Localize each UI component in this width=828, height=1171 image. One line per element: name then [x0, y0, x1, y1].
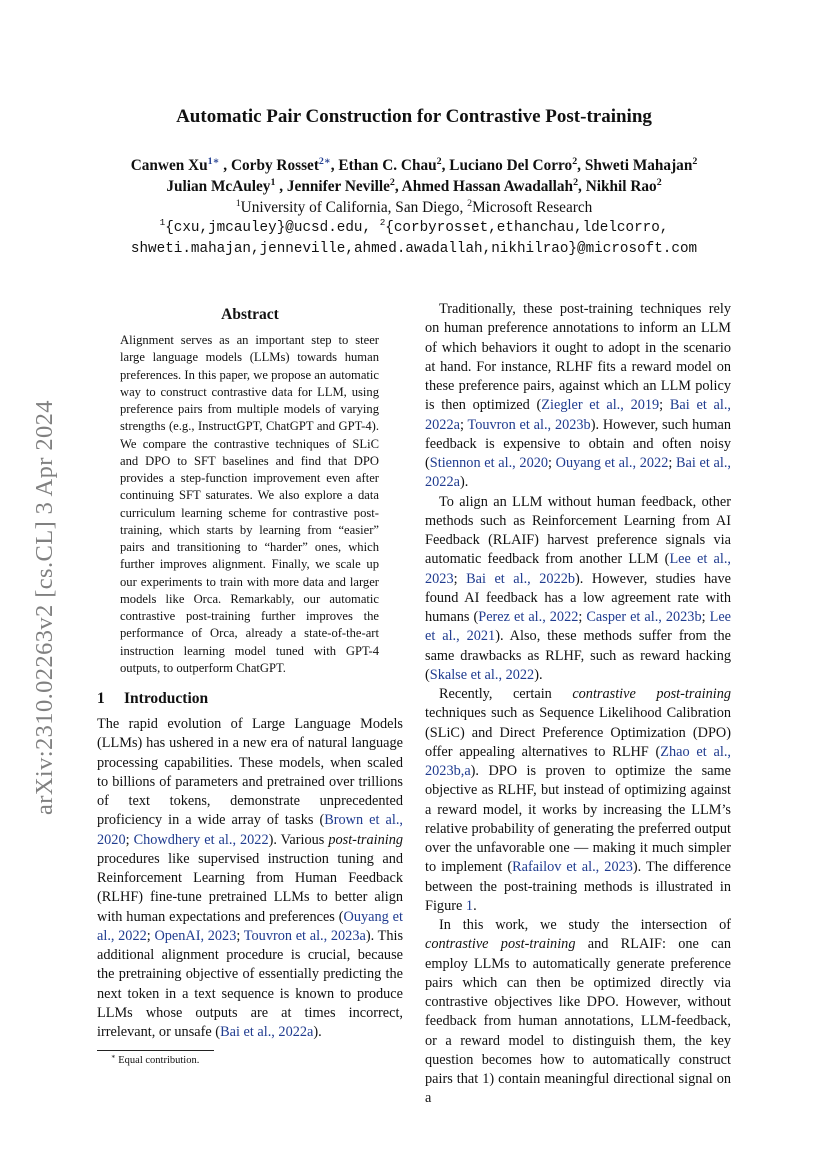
- author-affil-mark: 2: [572, 155, 578, 167]
- citation-link[interactable]: Brown et al., 2020: [97, 812, 404, 848]
- author-name: Canwen Xu: [130, 157, 208, 174]
- author-affil-mark: 2: [692, 155, 698, 167]
- section-number: 1: [97, 690, 105, 707]
- author-affil-mark: 2∗: [318, 155, 331, 167]
- affiliations: [60, 197, 768, 218]
- intro-paragraph-1: The rapid evolution of Large Language Models (LLMs) has ushered in a new era of natural language processing capabilities. These models, when scaled to billions of parameters and pretrained over trillions of text tokens, demonstrate unprecedented proficiency in a wide array of tasks (Brown et al., 2020; Chowdhery et al., 2022). Various post-training procedures like supervised instruction tuning and Reinforcement Learning from Human Feedback (RLHF) fine-tune pretrained LLMs to better align with human expectations and preferences (Ouyang et al., 2022; OpenAI, 2023; Touvron et al., 2023a). This additional alignment procedure is crucial, because the pretraining objective of essentially predicting the next token in a text sequence is known to produce LLMs whose outputs are at times incorrect, irrelevant, or unsafe (Bai et al., 2022a).: [97, 716, 404, 1040]
- citation-link[interactable]: Chowdhery et al., 2022: [133, 831, 269, 848]
- emphasis-term: post-training: [328, 831, 404, 848]
- affiliation-1: University of California, San Diego,: [240, 199, 468, 216]
- citation-link[interactable]: Zhao et al., 2023b,a: [425, 743, 731, 779]
- citation-link[interactable]: Bai et al., 2022a: [220, 1024, 314, 1040]
- intro-paragraph-5: In this work, we study the intersection of contrastive post-training and RLAIF: one can employ LLMs to automatically generate preference pairs which can then be optimized directly via contrastive objectives like DPO. However, without feedback from human annotations, LLM-feedback, or a reward model to distinguish them, the key question becomes how to automatically construct pairs that 1) contain meaningful directional signal on a: [425, 917, 731, 1107]
- author-block: [60, 155, 768, 260]
- author-name: Julian McAuley: [166, 178, 271, 195]
- author-name: Corby Rosset: [230, 157, 319, 174]
- citation-link[interactable]: Touvron et al., 2023a: [243, 927, 366, 944]
- author-affil-mark: 1: [270, 176, 276, 188]
- author-affil-mark: 2: [573, 176, 579, 188]
- footnote-text: Equal contribution.: [118, 1055, 200, 1067]
- author-name: Luciano Del Corro: [449, 157, 573, 174]
- paper-title: Automatic Pair Construction for Contrastive Post-training: [176, 106, 652, 127]
- citation-link[interactable]: Casper et al., 2023b: [586, 609, 702, 625]
- citation-link[interactable]: Rafailov et al., 2023: [512, 859, 633, 876]
- author-name: Ethan C. Chau: [338, 157, 437, 174]
- author-line-1: Canwen $Xu^{1∗}$ , Corby Rosset$^{2∗}$, Ethan C. Chau$^2$, Luciano Del Corro$^2$, Shweti Mahajan$^2$: [130, 155, 698, 174]
- affiliation-2: Microsoft Research: [472, 199, 593, 216]
- citation-link[interactable]: Lee et al., 2021: [425, 609, 732, 645]
- author-affil-mark: 2: [436, 155, 442, 167]
- email-line-1: [60, 218, 768, 239]
- abstract-text: Alignment serves as an important step to steer large language models (LLMs) towards human preferences. In this paper, we propose an automatic way to construct contrastive data for LLM, using preference pairs from multiple models of varying strengths (e.g., InstructGPT, ChatGPT and GPT-4). We compare the contrastive techniques of SLiC and DPO to SFT baselines and find that DPO provides a step-function improvement even after continuing SFT saturates. We also explore a data curriculum learning scheme for contrastive post-training, which starts by learning from “easier” pairs and transitioning to “harder” ones, which further improves alignment. Finally, we scale up our experiments to train with more data and larger models like Orca. Remarkably, our automatic contrastive post-training further improves the performance of Orca, already a state-of-the-art instruction learning model tuned with GPT-4 outputs, to outperform ChatGPT.: [120, 333, 379, 675]
- arxiv-stamp: arXiv:2310.02263v2 [cs.CL] 3 Apr 2024: [31, 400, 58, 816]
- citation-link[interactable]: OpenAI, 2023: [154, 927, 237, 944]
- citation-link[interactable]: Bai et al., 2022b: [466, 570, 576, 587]
- author-name: Shweti Mahajan: [584, 157, 693, 174]
- author-affil-mark: 1∗: [207, 155, 220, 167]
- author-name: Ahmed Hassan Awadallah: [401, 178, 574, 195]
- footnote-rule: [97, 1050, 214, 1051]
- citation-link[interactable]: Ouyang et al., 2022: [555, 455, 669, 471]
- email-mark-2: 2: [379, 217, 386, 229]
- email-line-2[interactable]: shweti.mahajan,jenneville,ahmed.awadallah,nikhilrao}@microsoft.com: [130, 241, 698, 257]
- email-microsoft-part1[interactable]: {corbyrosset,ethanchau,ldelcorro,: [385, 220, 669, 236]
- right-column: [425, 300, 731, 1109]
- footnote-mark: ∗: [111, 1053, 116, 1061]
- author-affil-mark: 2: [389, 176, 395, 188]
- author-name: Nikhil Rao: [585, 178, 657, 195]
- affil-mark-1: 1: [235, 197, 241, 209]
- emphasis-term: contrastive post-training: [425, 936, 576, 953]
- citation-link[interactable]: Ouyang et al., 2022: [97, 908, 404, 944]
- citation-link[interactable]: Skalse et al., 2022: [429, 666, 535, 683]
- email-ucsd[interactable]: {cxu,jmcauley}@ucsd.edu,: [165, 220, 380, 236]
- author-affil-mark: 2: [656, 176, 662, 188]
- intro-paragraph-3: To align an LLM without human feedback, other methods such as Reinforcement Learning from AI Feedback (RLAIF) harvest preference signals via automatic feedback from another LLM (Lee et al., 2023; Bai et al., 2022b). However, studies have found AI feedback has a low agreement rate with humans (Perez et al., 2022; Casper et al., 2023b; Lee et al., 2021). Also, these methods suffer from the same drawbacks as RLHF, such as reward hacking (Skalse et al., 2022).: [425, 493, 732, 683]
- author-line-2: Julian McAuley$^1$ , Jennifer Neville$^2$, Ahmed Hassan Awadallah$^2$, Nikhil Rao$^2$: [166, 176, 662, 195]
- emphasis-term: contrastive post-training: [572, 686, 731, 702]
- citation-link[interactable]: Bai et al., 2022a: [425, 455, 732, 491]
- email-mark-1: 1: [159, 217, 166, 229]
- affil-mark-2: 2: [467, 197, 473, 209]
- citation-link[interactable]: Lee et al., 2023: [425, 551, 731, 587]
- section-heading: [97, 690, 403, 708]
- citation-link[interactable]: Perez et al., 2022: [478, 609, 579, 625]
- intro-paragraph-2: Traditionally, these post-training techniques rely on human preference annotations to inform an LLM of which behaviors it ought to adopt in the scenario at hand. For instance, RLHF fits a reward model on these preference pairs, against which an LLM policy is then optimized (Ziegler et al., 2019; Bai et al., 2022a; Touvron et al., 2023b). However, such human feedback is expensive to obtain and often noisy (Stiennon et al., 2020; Ouyang et al., 2022; Bai et al., 2022a).: [425, 301, 732, 491]
- citation-link[interactable]: Ziegler et al., 2019: [541, 397, 660, 414]
- section-title: Introduction: [124, 690, 209, 707]
- left-column: [97, 300, 403, 1066]
- author-name: Jennifer Neville: [286, 178, 390, 195]
- footnote: [97, 1055, 403, 1066]
- citation-link[interactable]: Bai et al., 2022a: [425, 397, 731, 433]
- citation-link[interactable]: Stiennon et al., 2020: [429, 455, 549, 471]
- abstract-heading: Abstract: [221, 306, 279, 323]
- citation-link[interactable]: 1: [465, 897, 474, 914]
- intro-paragraph-4: Recently, certain contrastive post-training techniques such as Sequence Likelihood Calibration (SLiC) and Direct Preference Optimization (DPO) offer appealing alternatives to RLHF (Zhao et al., 2023b,a). DPO is proven to optimize the same objective as RLHF, but instead of optimizing against a reward model, it works by increasing the LLM’s relative probability of generating the preferred output over the unfavorable one — making it much simpler to implement (Rafailov et al., 2023). The difference between the post-training methods is illustrated in Figure 1.: [425, 686, 731, 914]
- citation-link[interactable]: Touvron et al., 2023b: [467, 416, 591, 433]
